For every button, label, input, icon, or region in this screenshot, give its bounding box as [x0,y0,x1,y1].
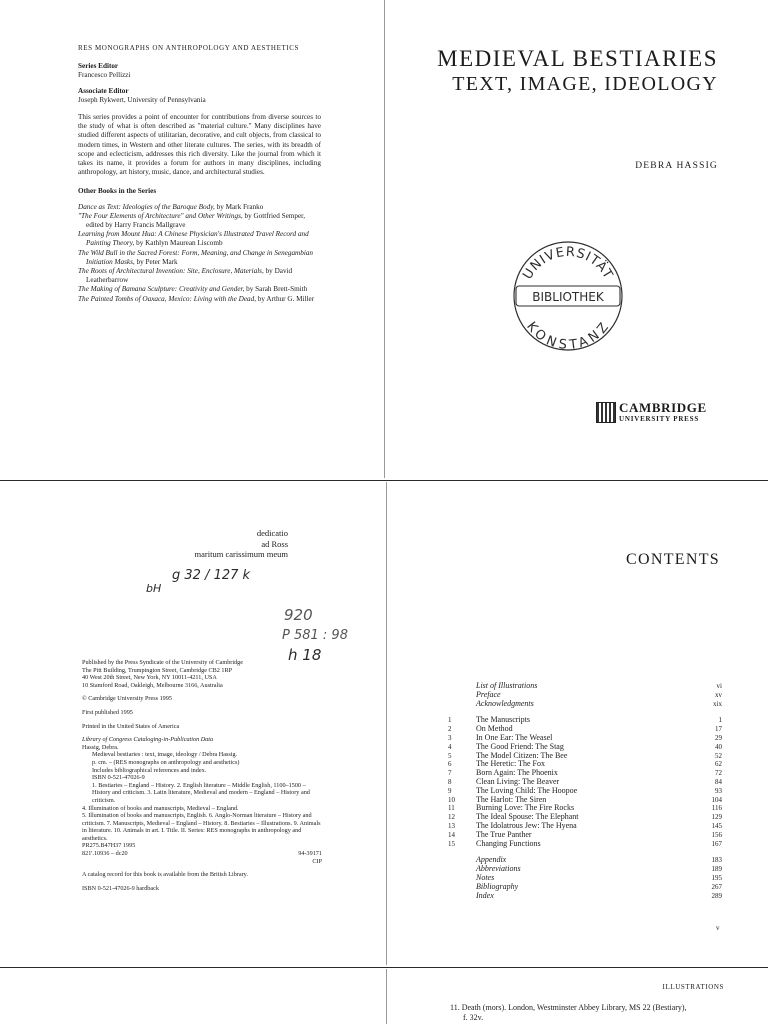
handwritten-shelfmark: g 32 / 127 k [172,568,251,583]
svg-text:UNIVERSITÄT [520,245,615,282]
scan-divider [0,480,768,481]
book-entry: Dance as Text: Ideologies of the Baroque Body, by Mark Franko [78,202,264,211]
toc-row: Preface xv [476,689,722,699]
isbn-line: ISBN 0-521-47026-9 hardback [82,884,159,892]
book-entry: The Wild Bull in the Sacred Forest: Form, Meaning, and Change in Senegambian Initiation Masks, by Peter Mark [78,248,314,266]
other-books-list [78,203,321,304]
series-info [78,44,321,304]
toc-row: 8 Clean Living: The Beaver 84 [448,776,722,786]
stamp-middle-text: BIBLIOTHEK [532,290,604,304]
crest-icon [596,402,616,423]
cip-line: p. cm. – (RES monographs on anthropology and aesthetics) [92,758,240,766]
book-gutter [386,969,387,1024]
series-title: RES MONOGRAPHS ON ANTHROPOLOGY AND AESTHETICS [78,44,300,52]
scan-page-2 [0,482,768,965]
svg-text:KONSTANZ [523,319,612,353]
handwritten-note: P 581 : 98 [282,628,348,643]
imprint-line: Published by the Press Syndicate of the University of Cambridge [82,659,244,666]
associate-editor-label: Associate Editor [78,86,129,95]
imprint-page [82,659,322,892]
imprint-line: 10 Stamford Road, Oakleigh, Melbourne 3166, Australia [82,681,223,689]
book-entry: Learning from Mount Hua: A Chinese Physician's Illustrated Travel Record and Painting Theory, by Kathlyn Maurean Liscomb [78,230,309,248]
scan-divider [0,967,768,968]
book-subtitle: TEXT, IMAGE, IDEOLOGY [452,73,718,95]
toc-row: Bibliography 267 [476,881,722,891]
dedication-line: ad Ross [261,538,288,549]
first-published: First published 1995 [82,708,133,716]
toc-row: 3 In One Ear: The Weasel 29 [448,732,722,742]
cip-line: ISBN 0-521-47026-9 [92,774,145,782]
toc-row: Abbreviations 189 [476,864,722,874]
book-entry: The Painted Tombs of Oaxaca, Mexico: Living with the Dead, by Arthur G. Miller [78,294,315,303]
toc-row: List of Illustrations vi [476,681,722,690]
book-gutter [384,0,385,478]
toc-row: 14 The True Panther 156 [448,829,722,839]
printed-in: Printed in the United States of America [82,722,180,730]
contents-title: CONTENTS [626,551,720,568]
scan-page-3 [0,969,768,1024]
library-stamp-icon [508,236,628,356]
stamp-bottom-text: KONSTANZ [523,319,613,354]
handwritten-note: 920 [284,606,313,624]
toc-row: 1 The Manuscripts 1 [448,715,722,725]
cip-line: Hassig, Debra. [82,743,119,751]
table-of-contents [448,682,722,900]
call-number-row [82,850,322,858]
book-entry: "The Four Elements of Architecture" and Other Writings, by Gottfried Semper, edited by Harry Francis Mallgrave [78,211,306,230]
toc-row: Acknowledgments xix [476,698,722,708]
toc-row: Index 289 [476,890,722,900]
book-entry: The Making of Bamana Sculpture: Creativity and Gender, by Sarah Brett-Smith [78,285,308,294]
publisher-logo [596,400,722,424]
cip-number: 94-39171 [298,850,322,858]
imprint-line: The Pitt Building, Trumpington Street, Cambridge CB2 1RP [82,666,233,674]
book-gutter [386,482,387,965]
toc-row: 7 Born Again: The Phoenix 72 [448,768,722,778]
illustration-entry [450,1003,730,1023]
publisher-press: UNIVERSITY PRESS [619,415,700,423]
handwritten-note: h 18 [288,646,322,664]
toc-row: Appendix 183 [476,855,722,865]
cip-label: CIP [312,857,322,865]
cip-line: Medieval bestiaries : text, image, ideology / Debra Hassig. [92,751,238,759]
cip-title: Library of Congress Cataloging-in-Publication Data [82,736,214,744]
toc-row: 10 The Harlot: The Siren 104 [448,794,722,804]
toc-row: 12 The Ideal Spouse: The Elephant 129 [448,812,722,822]
series-editor-label: Series Editor [78,62,119,71]
cip-line: 1. Bestiaries – England – History. 2. English literature – Middle English, 1100–1500 – History and criticism. 3. Latin literature, Medieval and modern – England – History and criticism. [92,781,310,804]
publisher-name: CAMBRIDGE [619,400,707,415]
toc-row: 15 Changing Functions 167 [448,838,722,848]
call-number: 821'.10936 – dc20 [82,850,128,858]
illustrations-header: ILLUSTRATIONS [662,983,724,991]
call-number-row [82,842,322,850]
dedication [140,528,288,560]
handwritten-initials: bH [146,582,162,595]
page-number: v [716,924,720,932]
toc-row: 4 The Good Friend: The Stag 40 [448,741,722,751]
other-books-label: Other Books in the Series [78,187,157,196]
illustration-entry-line: f. 32v. [463,1013,484,1022]
dedication-line: dedicatio [256,528,288,538]
author-name: DEBRA HASSIG [635,161,718,171]
copyright: © Cambridge University Press 1995 [82,695,172,703]
stamp-top-text: UNIVERSITÄT [520,244,616,283]
toc-row: 11 Burning Love: The Fire Rocks 116 [448,803,722,813]
cip-line: 5. Illumination of books and manuscripts, English. 6. Anglo-Norman literature – History and criticism. 7. Manuscripts, Medieval – England – History. 8. Bestiaries – Illustrations. 9. Animals in literature. 10. Animals in art. I. Title. II. Series: RES monographs in anthropology and aesthetics. [82,812,321,842]
illustration-entry-line: 11. Death (mors). London, Westminster Abbey Library, MS 22 (Bestiary), [450,1003,687,1012]
scan-page-1 [0,0,768,478]
call-number: PR275.B47H37 1995 [82,842,136,850]
toc-row: Notes 195 [476,872,722,882]
book-entry: The Roots of Architectural Invention: Site, Enclosure, Materials, by David Leatherbarrow [78,267,293,285]
toc-row: 6 The Heretic: The Fox 62 [448,759,722,769]
imprint-line: 40 West 20th Street, New York, NY 10011-4211, USA [82,674,217,682]
toc-row: 13 The Idolatrous Jew: The Hyena 145 [448,820,722,830]
toc-row: 9 The Loving Child: The Hoopoe 93 [448,785,722,795]
associate-editor: Joseph Rykwert, University of Pennsylvania [78,95,206,104]
cip-line: Includes bibliographical references and index. [92,766,207,774]
dedication-line: maritum carissimum meum [194,549,288,559]
catalog-record: A catalog record for this book is available from the British Library. [82,871,248,879]
book-title: MEDIEVAL BESTIARIES [437,46,718,71]
series-editor: Francesco Pellizzi [78,71,131,80]
series-description: This series provides a point of encounter for contributions from diverse sources to the study of what is often described as "material culture." Many disciplines have studied different aspects of utilitarian, decorative, and cult objects, from classical to modern times, in Western and other literate cultures. The series, with its breadth of scope and eclecticism, addresses this rich diversity. Like the journal from which it takes its name, it provides a forum for authors in many disciplines, including anthropology, art history, music, dance, and architectural studies. [78,113,321,177]
toc-row: 5 The Model Citizen: The Bee 52 [448,750,722,760]
cip-line: 4. Illumination of books and manuscripts, Medieval – England. [82,804,239,812]
toc-row: 2 On Method 17 [448,724,722,734]
